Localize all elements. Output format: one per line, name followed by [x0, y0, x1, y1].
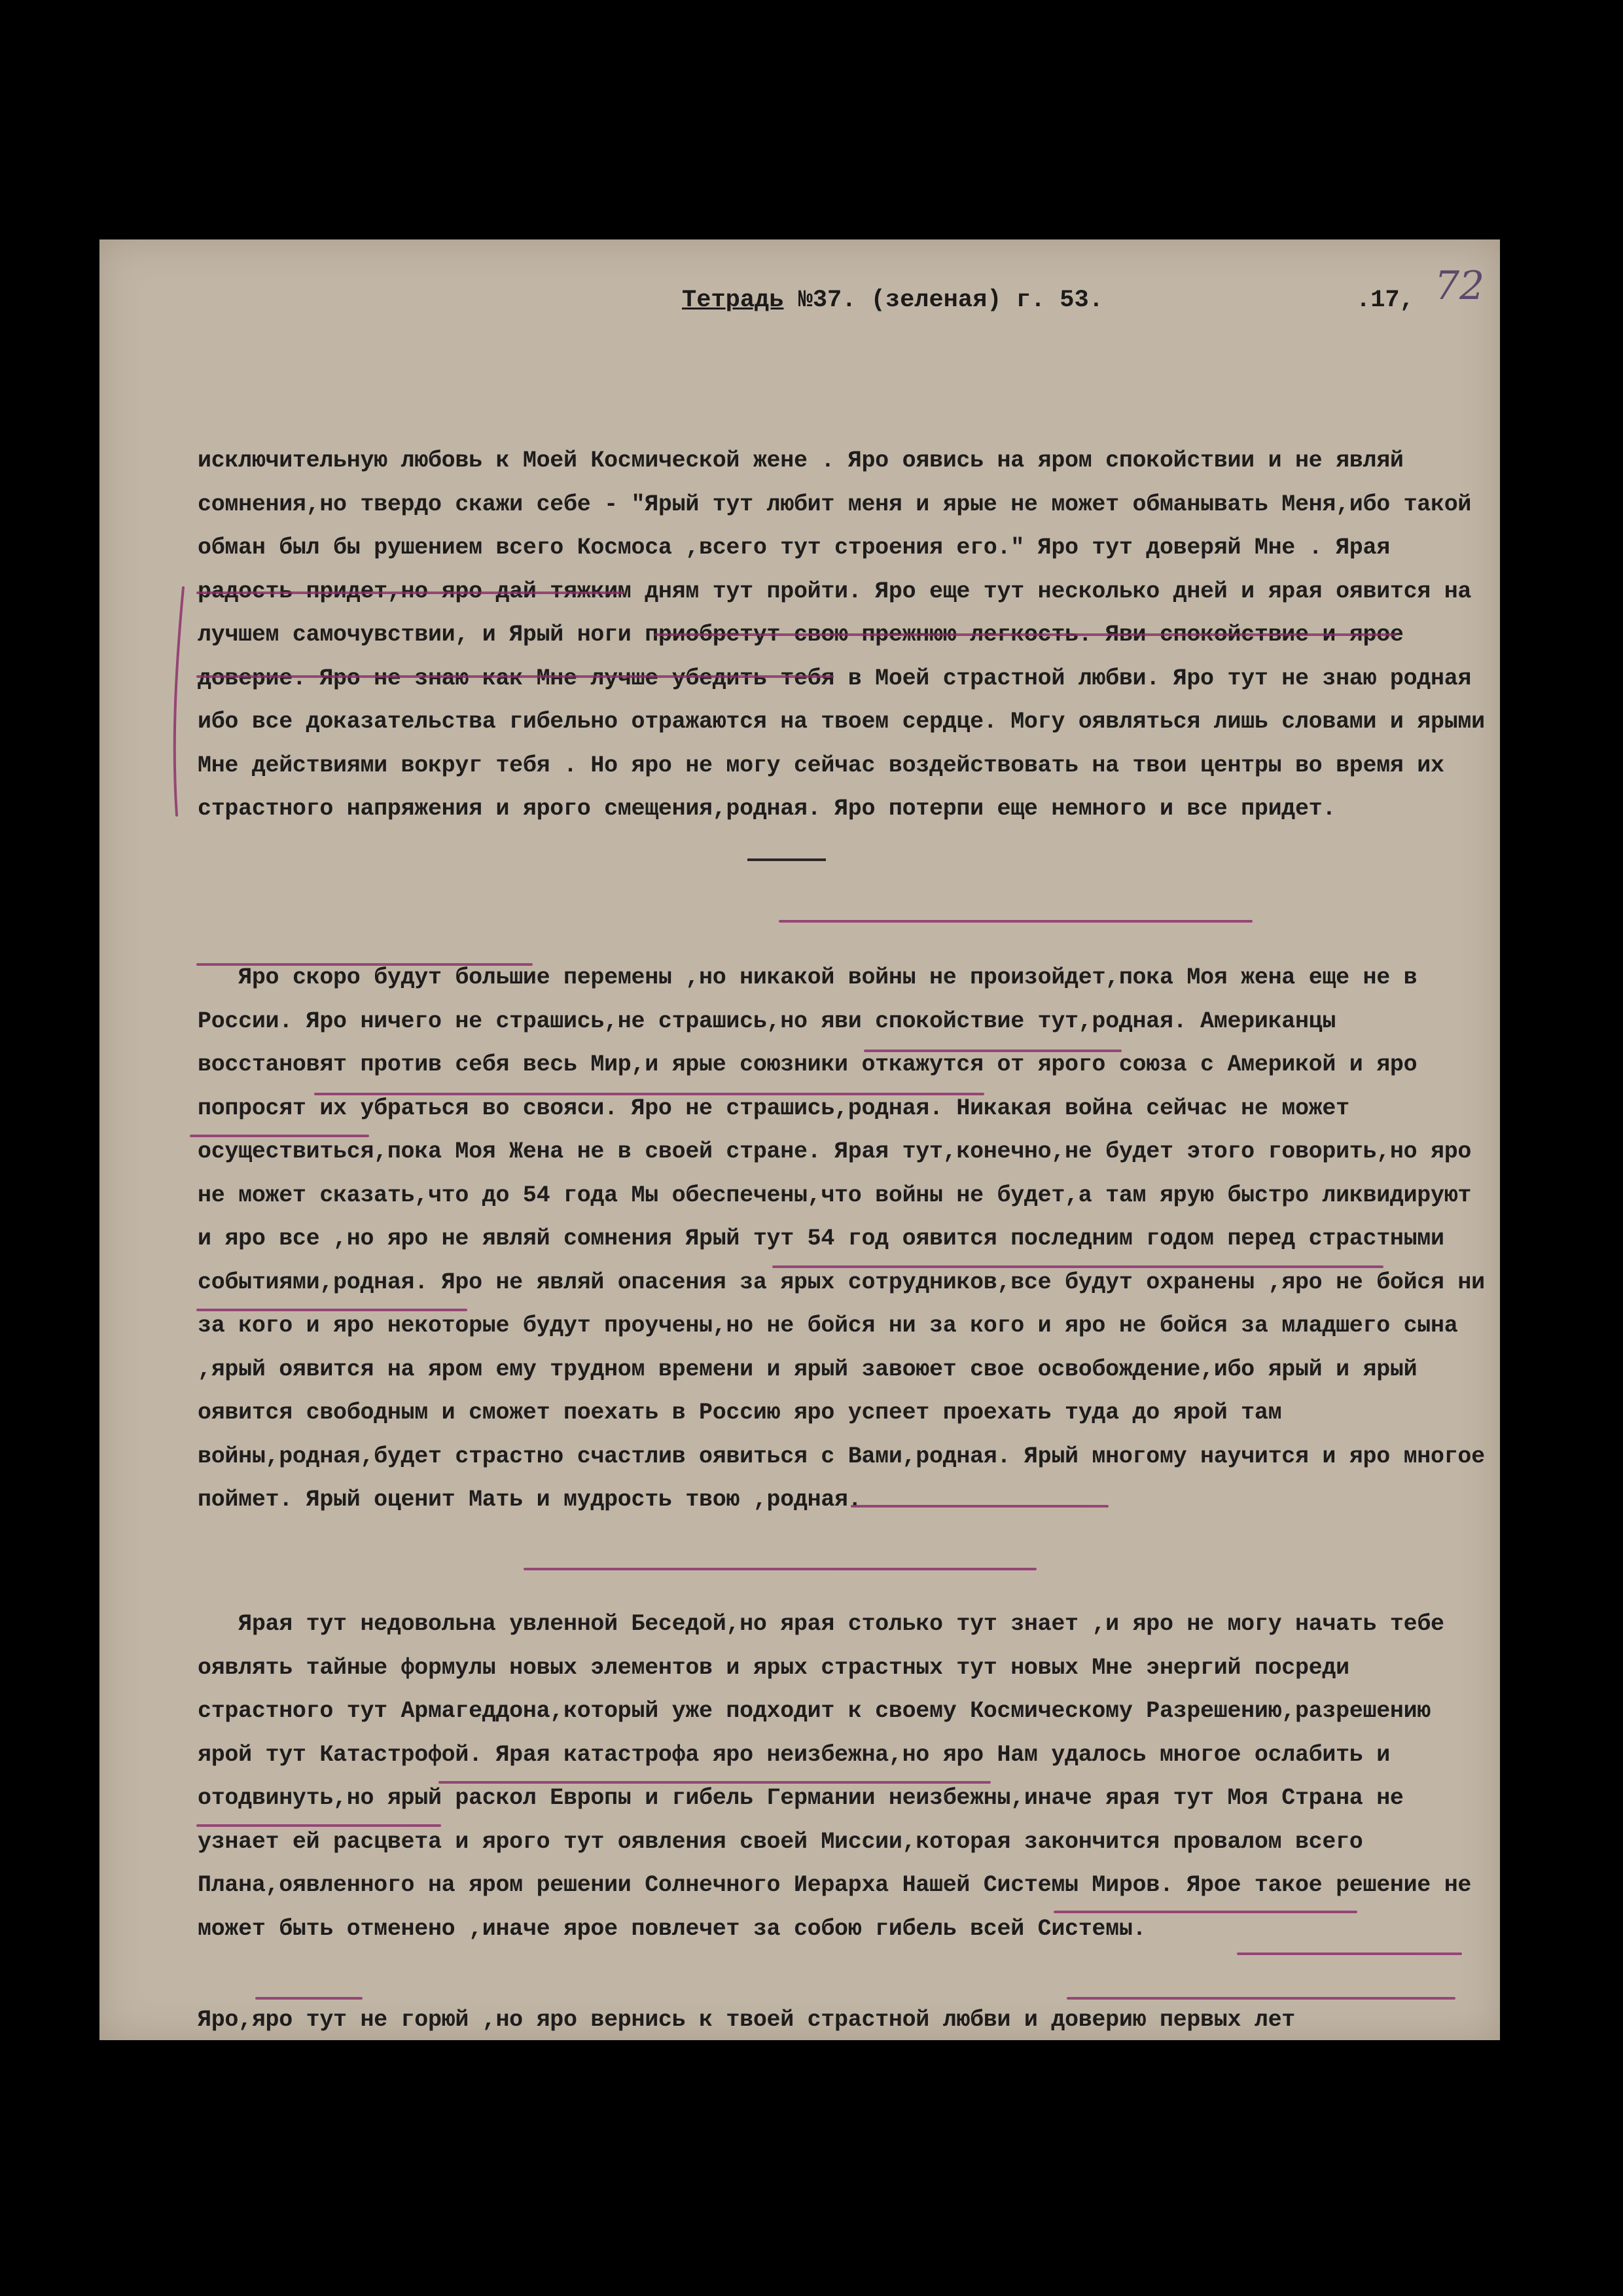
paragraph-1-text: исключительную любовь к Моей Космической жене . Яро оявись на яром спокойствии и не являй сомнения,но твердо скажи себе - "Ярый тут любит меня и ярые не может обманывать Меня,ибо такой обман был бы рушением всего Космоса ,всего тут строения его." Яро тут доверяй Мне . Ярая радость придет,но яро дай тяжким дням тут пройти. Яро еще тут несколько дней и ярая оявится на лучшем самочувствии, и Ярый ноги приобретут свою прежнюю легкость. Яви спокойствие и ярое доверие. Яро не знаю как Мне лучше убедить тебя в Моей страстной любви. Яро тут не знаю родная ибо все доказательства гибельно отражаются на твоем сердце. Могу оявляться лишь словами и ярыми Мне действиями вокруг тебя . Но яро не могу сейчас воздействовать на твои центры во время их страстного напряжения и ярого смещения,родная. Яро потерпи еще немного и все придет.	[198, 448, 1499, 822]
typed-page-number: .17,	[1356, 287, 1414, 314]
paragraph-4	[198, 1911, 1493, 2129]
paragraph-3-text: Ярая тут недовольна увленной Беседой,но ярая столько тут знает ,и яро не могу начать тебе оявлять тайные формулы новых элементов и ярых страстных тут новых Мне энергий посреди страстного тут Армагеддона,который уже подходит к своему Космическому Разрешению,разрешению ярой тут Катастрофой. Ярая катастрофа яро неизбежна,но яро Нам удалось многое ослабить и отодвинуть,но ярый раскол Европы и гибель Германии неизбежны,иначе ярая тут Моя Страна не узнает ей расцвета и ярого тут оявления своей Миссии,которая закончится провалом всего Плана,оявленного на яром решении Солнечного Иерарха Нашей Системы Миров. Ярое такое решение не может быть отменено ,иначе ярое повлечет за собою гибель всей Системы.	[198, 1611, 1485, 1942]
paragraph-2	[198, 869, 1499, 1609]
notebook-title	[682, 287, 1103, 314]
paragraph-4-text: Яро,яро тут не горюй ,но яро вернись к твоей страстной любви и доверию первых лет	[198, 2007, 1295, 2033]
section-divider	[747, 858, 826, 861]
page-header	[99, 263, 1500, 322]
typed-page	[99, 239, 1500, 2040]
paragraph-2-text: Яро скоро будут большие перемены ,но никакой войны не произойдет,пока Моя жена еще не в России. Яро ничего не страшись,не страшись,но яви спокойствие тут,родная. Американцы восстановят против себя весь Мир,и ярые союзники откажутся от ярого союза с Америкой и яро попросят их убраться во свояси. Яро не страшись,родная. Никакая война сейчас не может осуществиться,пока Моя Жена не в своей стране. Ярая тут,конечно,не будет этого говорить,но яро не может сказать,что до 54 года Мы обеспечены,что войны не будет,а там ярую быстро ликвидируют и яро все ,но яро не являй сомнения Ярый тут 54 год оявится последним годом перед страстными событиями,родная. Яро не являй опасения за ярых сотрудников,все будут охранены ,яро не бойся ни за кого и яро некоторые будут проучены,но не бойся ни за кого и яро не бойся за младшего сына ,ярый оявится на яром ему трудном времени и ярый завоюет свое освобождение,ибо ярый и ярый оявится свободным и сможет поехать в Россию яро успеет проехать туда до ярой там войны,родная,будет страстно счастлив оявиться с Вами,родная. Ярый многому научится и яро многое поймет. Ярый оценит Мать и мудрость твою ,родная.	[198, 964, 1499, 1513]
handwritten-page-number: 72	[1435, 263, 1485, 309]
margin-bracket-line	[175, 588, 183, 815]
paragraph-1	[198, 352, 1499, 918]
notebook-title-rest: №37. (зеленая) г. 53.	[783, 287, 1103, 314]
notebook-title-prefix: Тетрадь	[682, 287, 784, 314]
